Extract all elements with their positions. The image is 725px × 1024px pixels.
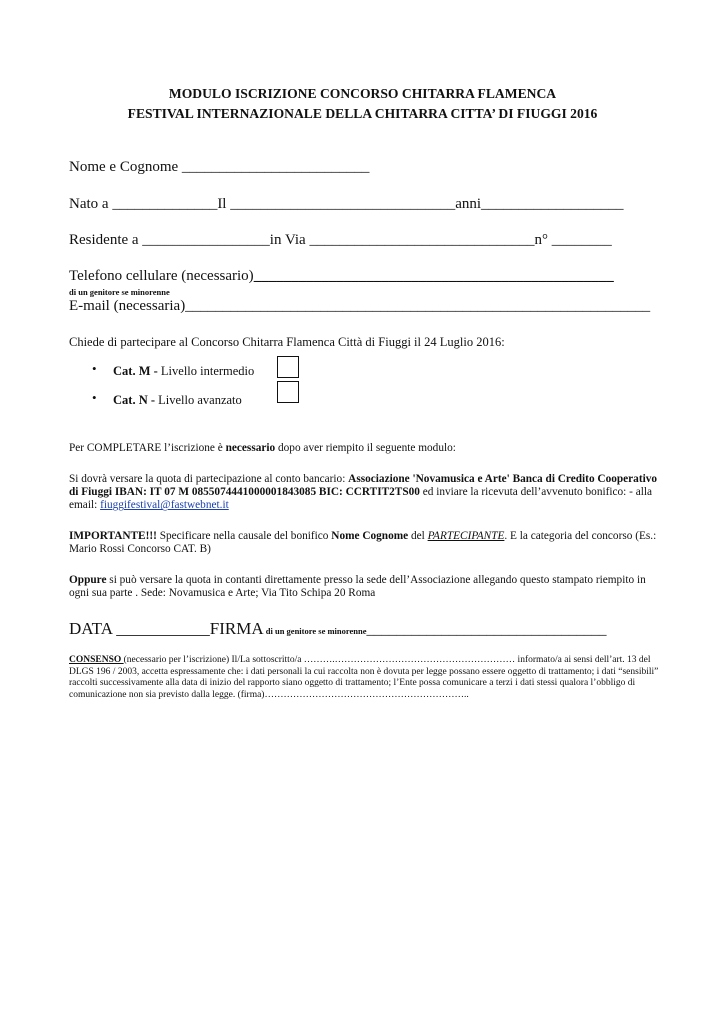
birth-field[interactable]: Nato a ______________Il ______________________________anni___________________ [69, 196, 624, 212]
important-text1: Specificare nella causale del bonifico [156, 530, 332, 542]
payment-suffix: ed inviare la ricevuta dell’avvenuto bonifico: - alla email: [69, 486, 653, 512]
email-field[interactable]: E-mail (necessaria)______________________________________________________________ [69, 298, 651, 314]
important-name: Nome Cognome [331, 530, 409, 542]
category-n-label [113, 393, 242, 408]
important-label: IMPORTANTE!!! [69, 530, 157, 542]
date-signature-label: DATA ___________FIRMA [69, 619, 264, 638]
oppure-label: Oppure [69, 574, 107, 586]
important-text2: del [408, 530, 428, 542]
phone-field[interactable] [69, 268, 614, 285]
oppure-paragraph [69, 574, 659, 600]
signature-blank: ________________________________ [366, 622, 607, 638]
payment-paragraph [69, 473, 659, 513]
participation-request: Chiede di partecipare al Concorso Chitarra Flamenca Città di Fiuggi il 24 Luglio 2016: [69, 335, 505, 349]
signature-line[interactable] [69, 619, 607, 639]
phone-label: Telefono cellulare (necessario) [69, 268, 254, 284]
parent-note: di un genitore se minorenne [69, 287, 170, 297]
complete-note [69, 442, 456, 454]
oppure-text: si può versare la quota in contanti direttamente presso la sede dell’Associazione allegando questo stampato riempito in ogni sua parte . Sede: Novamusica e Arte; Via Tito Schipa 20 Roma [69, 574, 646, 600]
complete-suffix: dopo aver riempito il seguente modulo: [275, 442, 456, 454]
important-partecipante: PARTECIPANTE [427, 530, 505, 542]
category-m-level: Livello intermedio [157, 364, 255, 378]
category-n-level: Livello avanzato [155, 393, 242, 407]
consent-label: CONSENSO [69, 655, 124, 665]
residence-field[interactable]: Residente a _________________in Via ______________________________n° ________ [69, 232, 612, 248]
complete-prefix: Per COMPLETARE l’iscrizione è [69, 442, 226, 454]
category-m-label [113, 364, 254, 379]
category-n-code: Cat. N - [113, 393, 156, 407]
category-n-checkbox[interactable] [277, 381, 299, 403]
bullet-cat-n: • [92, 390, 97, 405]
consent-paragraph [69, 655, 659, 701]
complete-bold: necessario [225, 442, 276, 454]
important-text3: . E la categoria del concorso (Es.: Mario Rossi Concorso CAT. B) [69, 530, 657, 556]
festival-title: FESTIVAL INTERNAZIONALE DELLA CHITARRA CITTA’ DI FIUGGI 2016 [127, 106, 598, 121]
payment-email-link[interactable]: fiuggifestival@fastwebnet.it [100, 499, 229, 512]
form-title: MODULO ISCRIZIONE CONCORSO CHITARRA FLAMENCA [168, 86, 557, 101]
signature-parent-note: di un genitore se minorenne [263, 626, 367, 636]
important-paragraph [69, 530, 659, 556]
bank-details: Associazione 'Novamusica e Arte' Banca di Credito Cooperativo di Fiuggi IBAN: IT 07 M 085507444100000184308​5 BIC: CCRTIT2TS00 [69, 473, 658, 499]
category-m-code: Cat. M - [113, 364, 158, 378]
consent-text: (necessario per l’iscrizione) Il/La sottoscritto/a ……….………………………………………………… informato/a ai sensi dell’art. 13 del DLGS 196 / 2003, accetta espressamente che: i dati personali la cui raccolta non è dovuta per legge possano essere oggetto di trattamento; i dati “sensibili” raccolti successivamente alla data di inizio del rapporto siano oggetto di trattamento; l’Ente possa comunicare a terzi i dati stessi qualora l’obbligo di comunicazione non sia previsto dalla legge. (firma)……………………………………………………….. [69, 655, 659, 700]
payment-prefix: Si dovrà versare la quota di partecipazione al conto bancario: [69, 473, 349, 485]
name-field[interactable]: Nome e Cognome _________________________ [69, 159, 370, 175]
bullet-cat-m: • [92, 361, 97, 376]
category-m-checkbox[interactable] [277, 356, 299, 378]
phone-line: ________________________________________________ [253, 268, 614, 284]
